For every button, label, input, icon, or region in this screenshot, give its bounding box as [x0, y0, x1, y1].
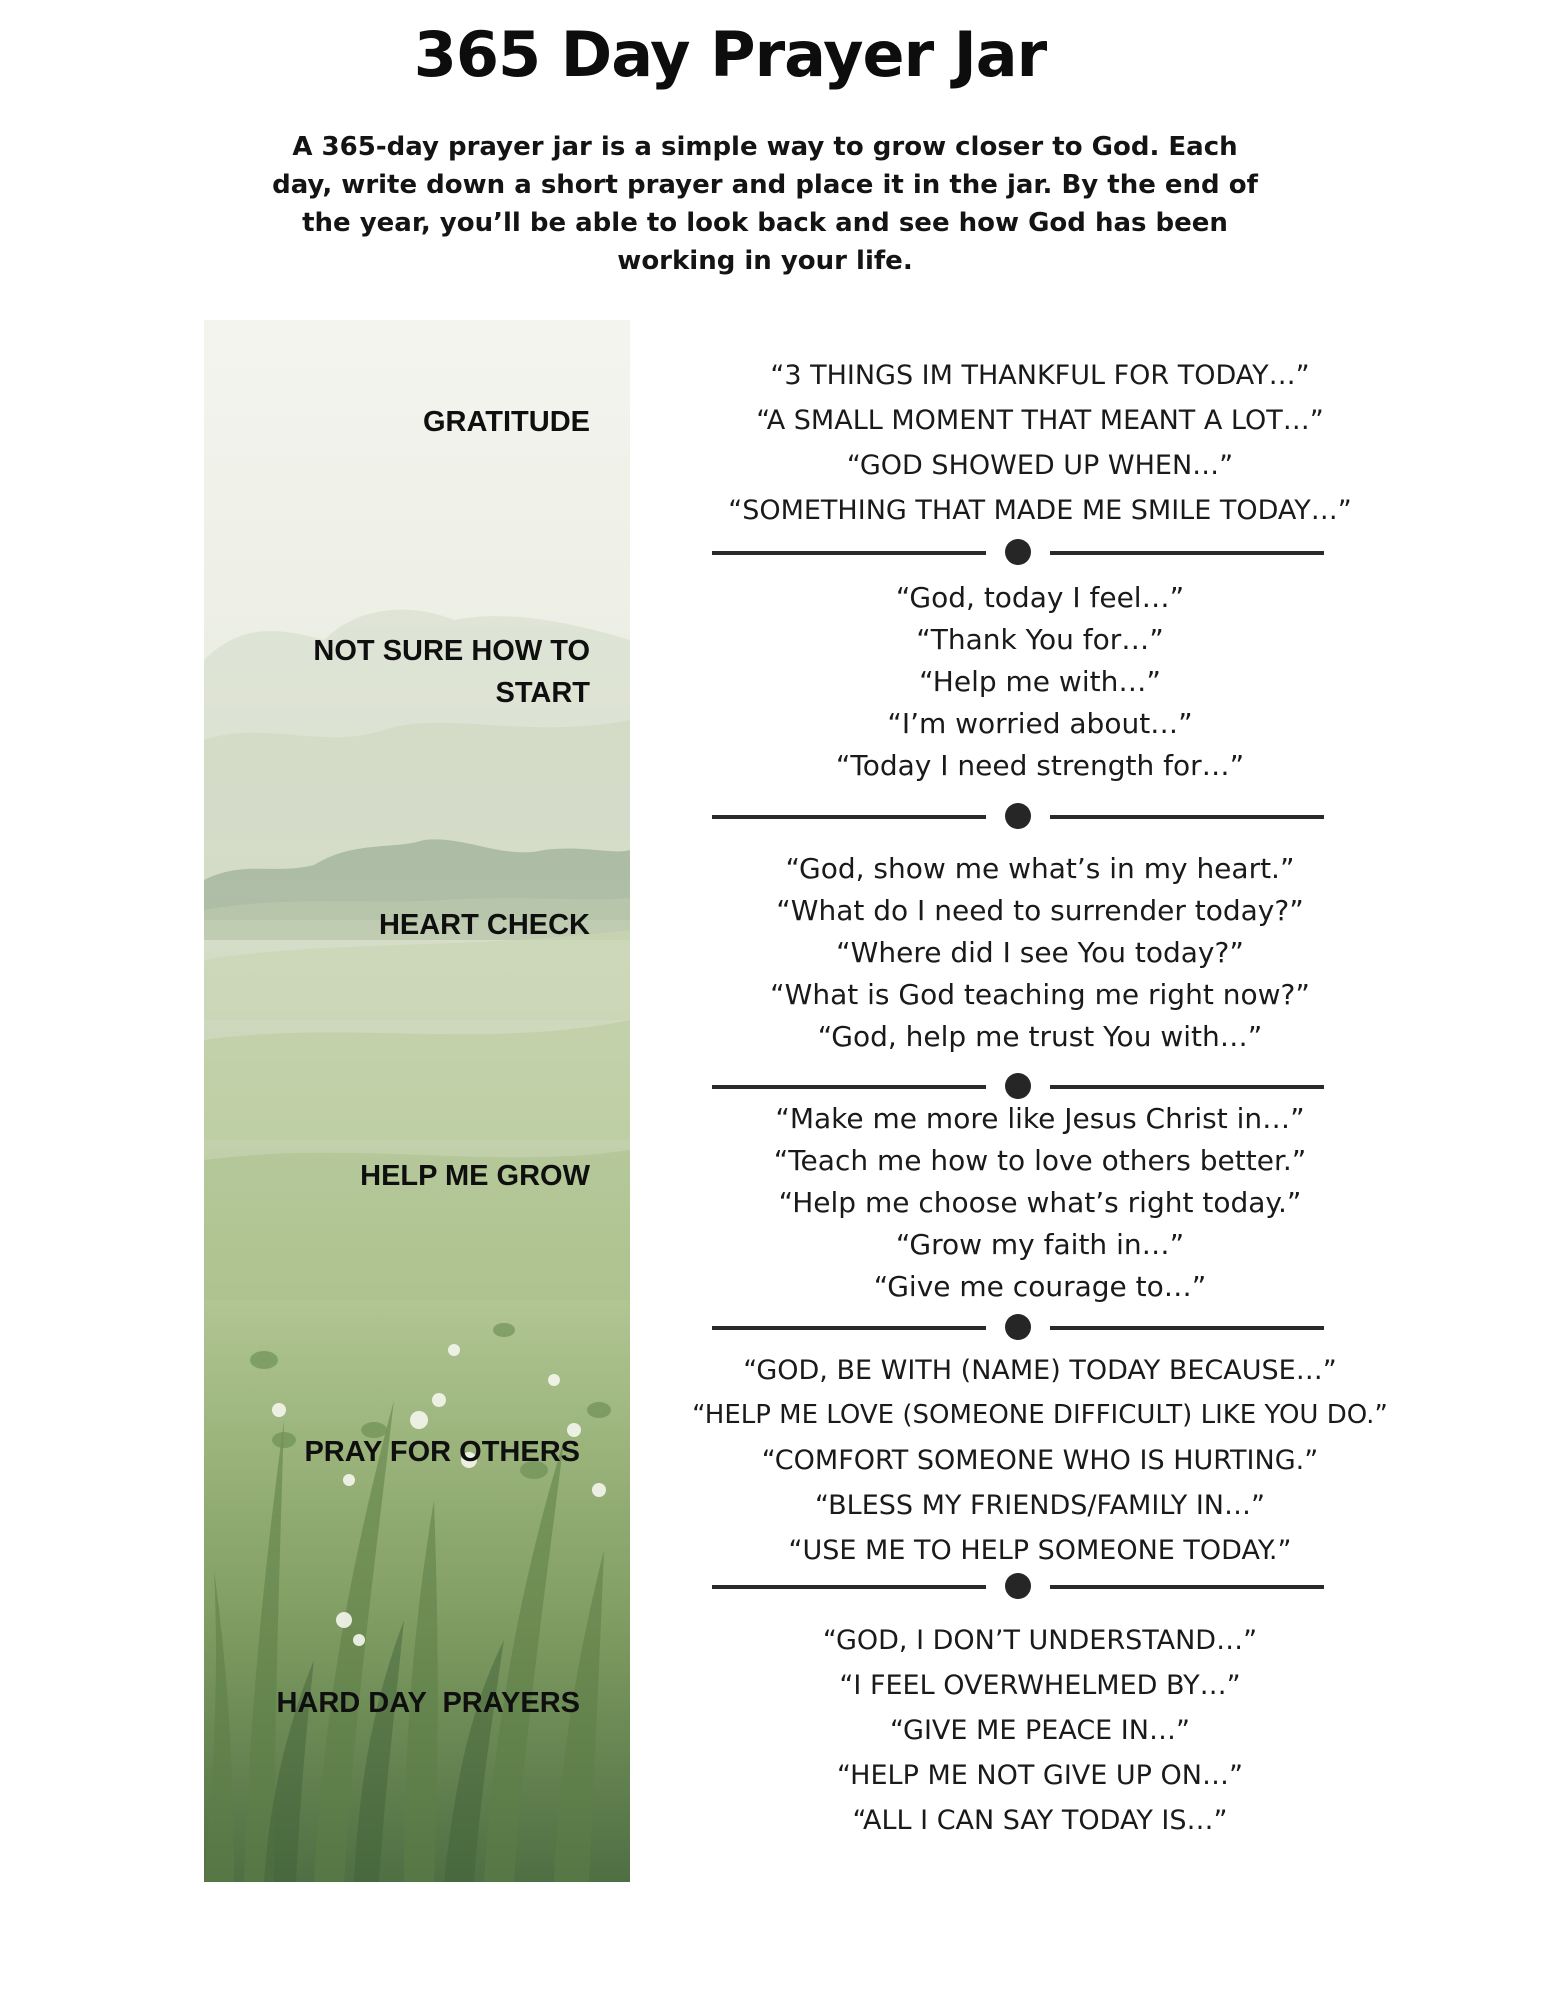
prompt-group-help-me-grow — [640, 1098, 1440, 1308]
prompt-line: “Make me more like Jesus Christ in…” — [775, 1102, 1305, 1135]
prompt-line: “HELP ME NOT GIVE UP ON…” — [837, 1760, 1243, 1791]
section-divider — [712, 1313, 1324, 1343]
divider-dot-icon — [1005, 1314, 1031, 1340]
divider-dot-icon — [1005, 539, 1031, 565]
prompt-line: “A SMALL MOMENT THAT MEANT A LOT…” — [756, 405, 1324, 436]
prompt-line: “SOMETHING THAT MADE ME SMILE TODAY…” — [728, 495, 1352, 526]
prompt-line: “Where did I see You today?” — [836, 936, 1244, 969]
prompt-line: “God, help me trust You with…” — [817, 1020, 1263, 1053]
prompt-group-hard-day — [640, 1618, 1440, 1843]
section-divider — [712, 802, 1324, 832]
prompt-line: “Teach me how to love others better.” — [773, 1144, 1307, 1177]
meadow-illustration — [204, 320, 630, 1882]
prompt-line: “ALL I CAN SAY TODAY IS…” — [852, 1805, 1228, 1836]
watercolor-meadow-image — [204, 320, 630, 1882]
section-divider — [712, 1572, 1324, 1602]
prompt-line: “HELP ME LOVE (SOMEONE DIFFICULT) LIKE YOU DO.” — [692, 1400, 1388, 1430]
prompt-line: “Help me with…” — [919, 665, 1161, 698]
page-title: 365 Day Prayer Jar — [413, 18, 1047, 91]
category-help-me-grow: HELP ME GROW — [360, 1160, 590, 1192]
prompt-line: “Help me choose what’s right today.” — [778, 1186, 1302, 1219]
intro-paragraph: A 365-day prayer jar is a simple way to grow closer to God. Each day, write down a short prayer and place it in the jar. By the end of the year, you’ll be able to look back and see how God has been working in your life. — [272, 132, 1258, 276]
prompt-line: “GOD SHOWED UP WHEN…” — [846, 450, 1234, 481]
prompt-line: “God, today I feel…” — [895, 581, 1185, 614]
divider-dot-icon — [1005, 803, 1031, 829]
prompt-line: “Grow my faith in…” — [895, 1228, 1185, 1261]
prompt-line: “Thank You for…” — [916, 623, 1164, 656]
category-gratitude: GRATITUDE — [422, 406, 590, 438]
prompt-line: “3 THINGS IM THANKFUL FOR TODAY…” — [770, 360, 1310, 391]
category-heart-check: HEART CHECK — [378, 909, 590, 941]
divider-dot-icon — [1005, 1073, 1031, 1099]
prompt-line: “God, show me what’s in my heart.” — [785, 852, 1295, 885]
prompt-line: “Today I need strength for…” — [835, 749, 1245, 782]
prompt-line: “USE ME TO HELP SOMEONE TODAY.” — [788, 1535, 1292, 1566]
divider-dot-icon — [1005, 1573, 1031, 1599]
section-divider — [712, 538, 1324, 568]
prompt-line: “Give me courage to…” — [873, 1270, 1207, 1303]
prompt-line: “What do I need to surrender today?” — [776, 894, 1304, 927]
prompt-line: “GOD, BE WITH (NAME) TODAY BECAUSE…” — [743, 1355, 1337, 1386]
prompt-line: “I’m worried about…” — [887, 707, 1193, 740]
prompt-group-pray-for-others — [630, 1348, 1450, 1573]
prompt-line: “GOD, I DON’T UNDERSTAND…” — [822, 1625, 1258, 1656]
category-hard-day-prayers: HARD DAY PRAYERS — [276, 1687, 580, 1719]
category-not-sure-how-to-start: NOT SURE HOW TO START — [313, 635, 590, 709]
prompt-line: “I FEEL OVERWHELMED BY…” — [839, 1670, 1241, 1701]
prompt-group-heart-check — [640, 848, 1440, 1058]
prompt-group-not-sure — [640, 577, 1440, 787]
prompt-line: “GIVE ME PEACE IN…” — [890, 1715, 1190, 1746]
prompt-line: “BLESS MY FRIENDS/FAMILY IN…” — [814, 1490, 1265, 1521]
prompt-group-gratitude — [640, 353, 1440, 533]
prompt-line: “COMFORT SOMEONE WHO IS HURTING.” — [761, 1445, 1319, 1476]
category-pray-for-others: PRAY FOR OTHERS — [304, 1436, 580, 1468]
prompt-line: “What is God teaching me right now?” — [770, 978, 1310, 1011]
